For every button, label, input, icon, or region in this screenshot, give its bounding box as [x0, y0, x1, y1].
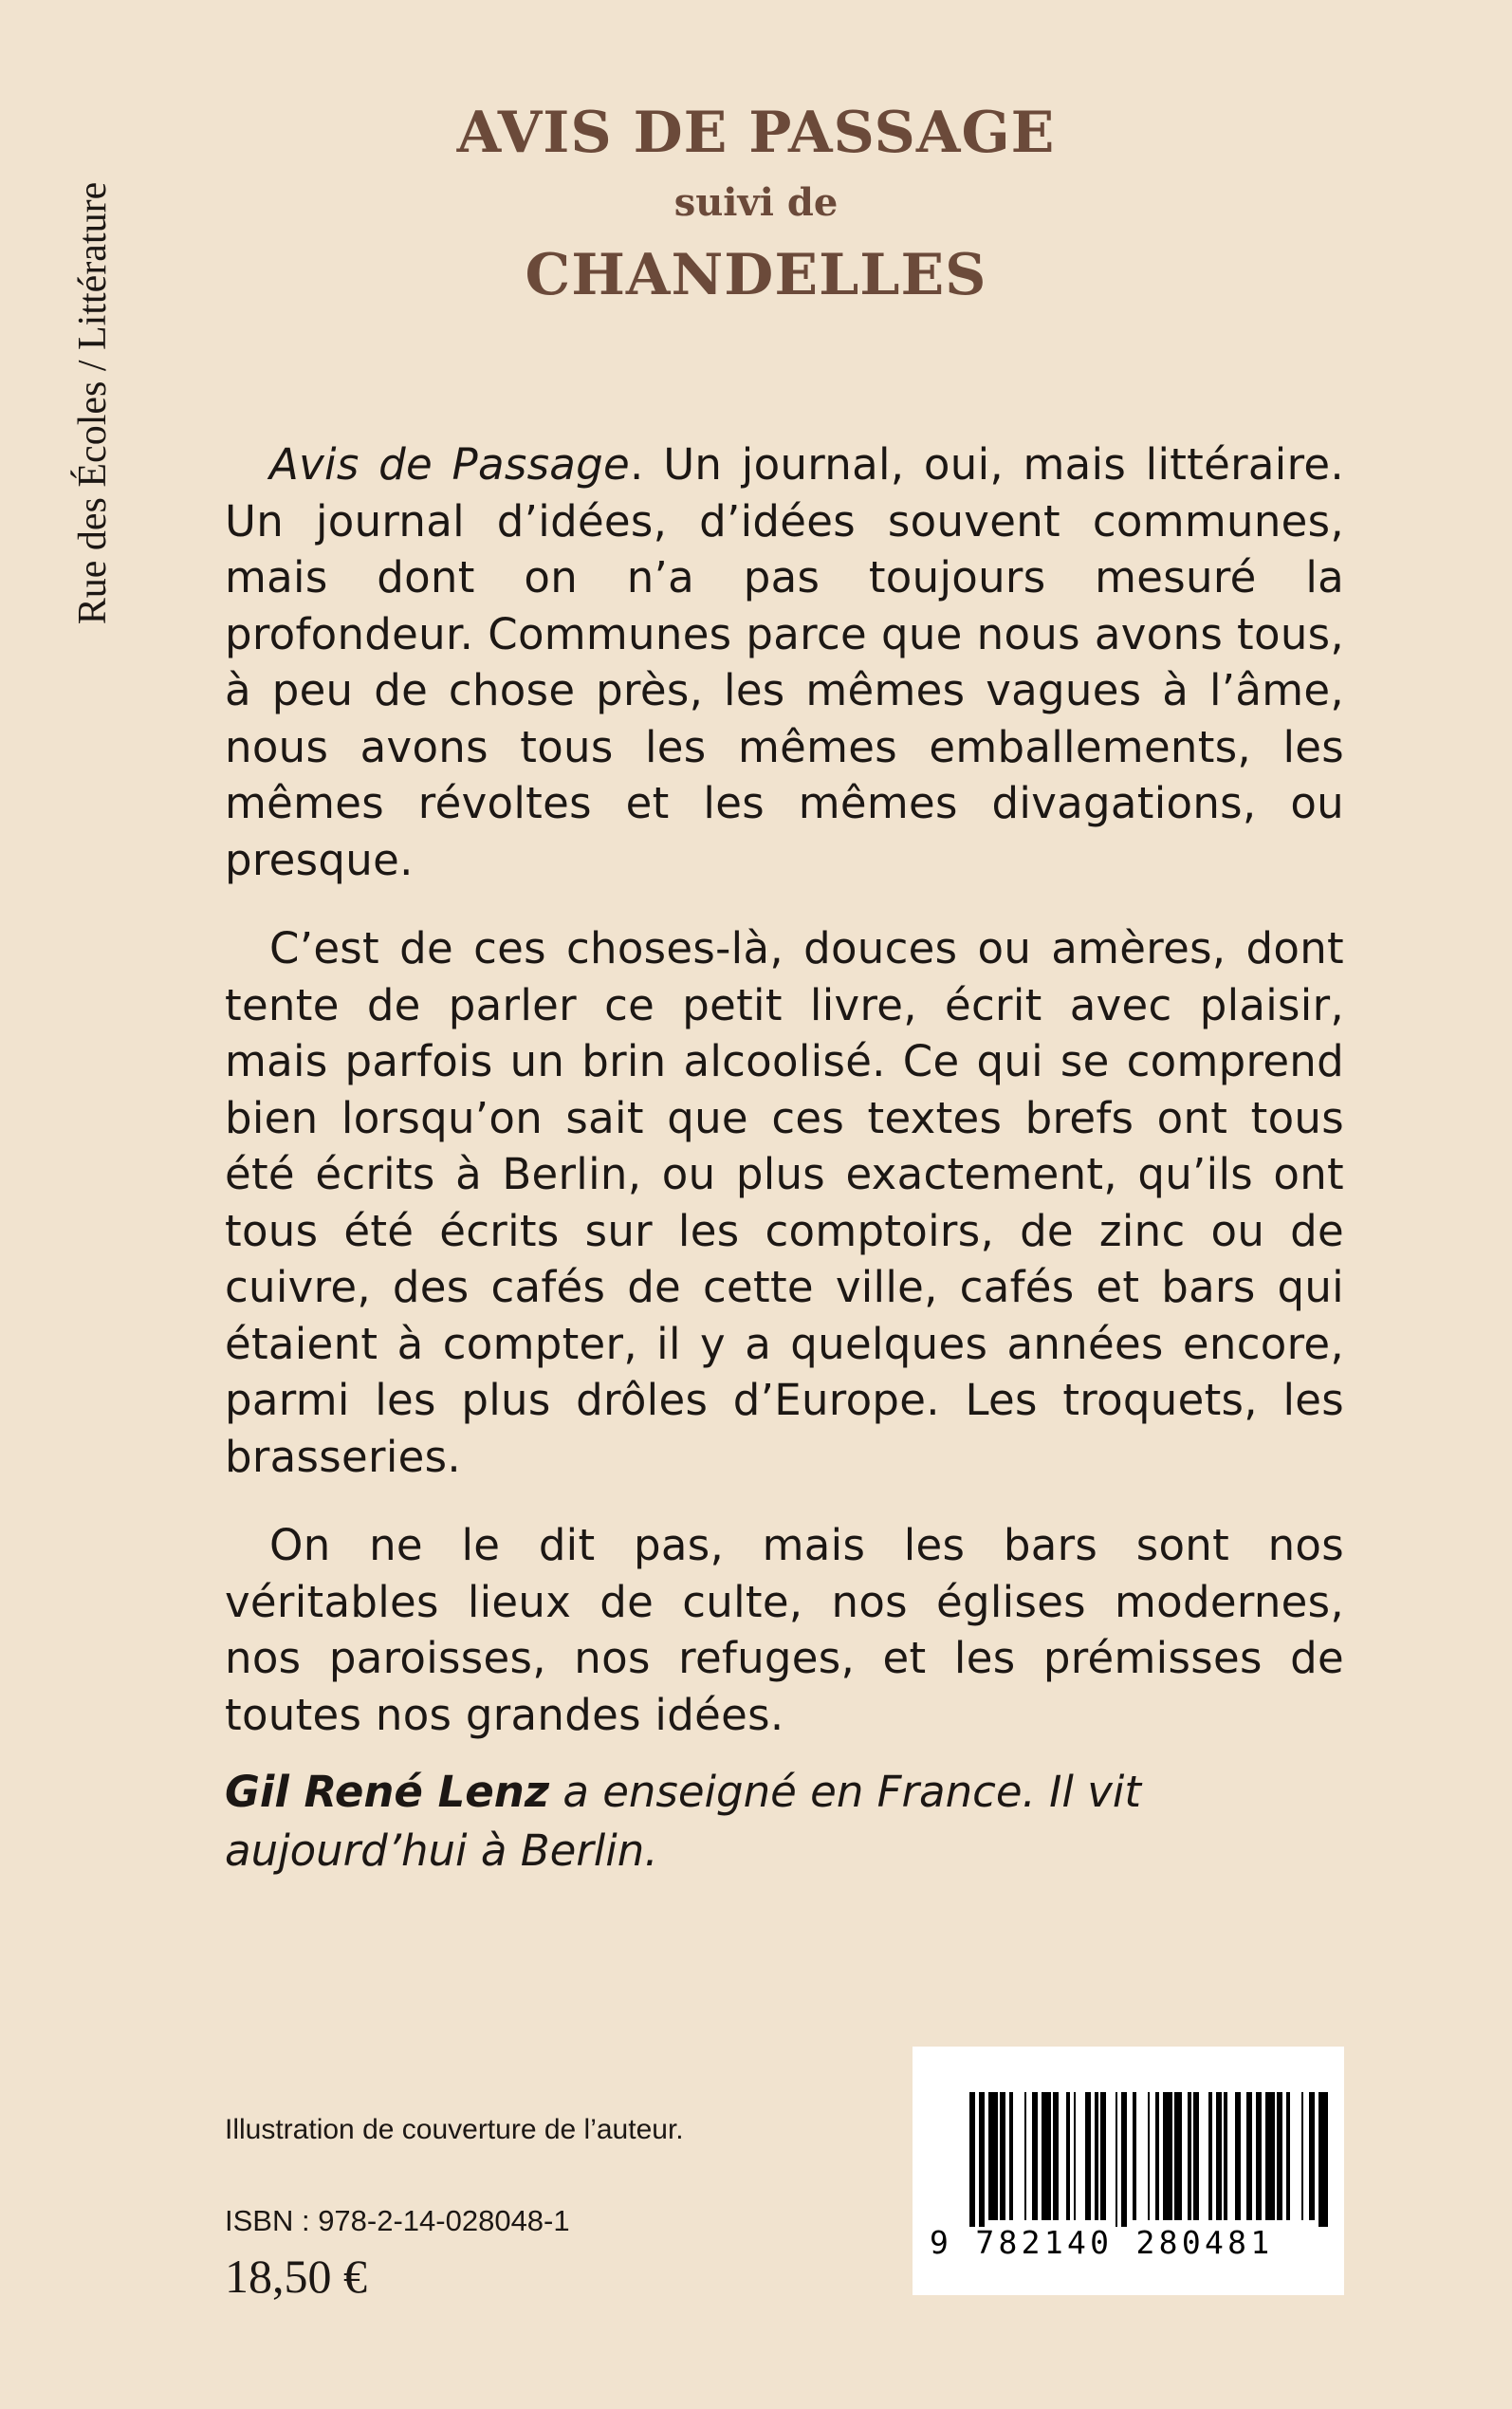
blurb-paragraph-1 [225, 436, 1344, 888]
blurb-title-italic: Avis de Passage [269, 439, 631, 490]
author-name: Gil René Lenz [225, 1767, 550, 1817]
author-bio-text: a enseigné en France. Il vit aujourd’hui à Berlin. [225, 1767, 1142, 1876]
price: 18,50 € [225, 2250, 367, 2303]
spine-text: Rue des Écoles / Littérature [71, 181, 115, 625]
blurb-paragraph-2: C’est de ces choses-là, douces ou amères, dont tente de parler ce petit livre, écrit avec plaisir, mais parfois un brin alcoolisé. Ce qui se comprend bien lorsqu’on sait que ces textes brefs ont tous été écrits à Berlin, ou plus exactement, qu’ils ont tous été écrits sur les comptoirs, de zinc ou de cuivre, des cafés de cette ville, cafés et bars qui étaient à compter, il y a quelques années encore, parmi les plus drôles d’Europe. Les troquets, les brasseries. [225, 923, 1344, 1482]
blurb-paragraph-1-text: . Un journal, oui, mais littéraire. Un journal d’idées, d’idées souvent communes, mais dont on n’a pas toujours mesuré la profondeur. Communes parce que nous avons tous, à peu de chose près, les mêmes vagues à l’âme, nous avons tous les mêmes emballements, les mêmes révoltes et les mêmes divagations, ou presque. [225, 439, 1344, 885]
illustration-credit: Illustration de couverture de l’auteur. [225, 2114, 684, 2145]
barcode-bars [913, 2047, 1344, 2227]
isbn: ISBN : 978-2-14-028048-1 [225, 2204, 570, 2237]
barcode [913, 2047, 1344, 2295]
barcode-digits: 9 782140 280481 [930, 2224, 1274, 2261]
spine-label [68, 109, 118, 697]
blurb-paragraph-3: On ne le dit pas, mais les bars sont nos véritables lieux de culte, nos églises modernes, nos paroisses, nos refuges, et les prémisses de toutes nos grandes idées. [225, 1520, 1344, 1740]
title-connector: suivi de [673, 180, 839, 225]
book-title: AVIS DE PASSAGE [456, 100, 1056, 166]
author-bio [225, 1763, 1344, 1881]
blurb [225, 436, 1344, 1775]
second-title: CHANDELLES [525, 242, 987, 308]
